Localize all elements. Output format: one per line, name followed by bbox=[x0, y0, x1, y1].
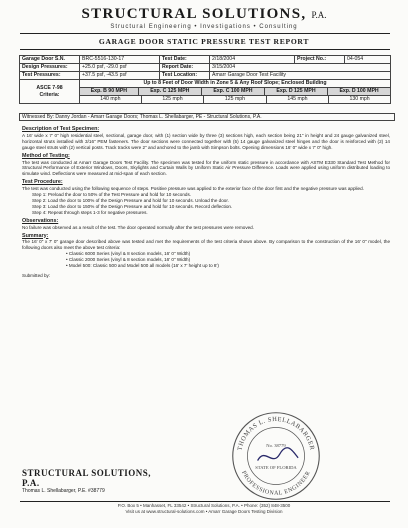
label-test-location: Test Location: bbox=[160, 72, 210, 80]
svg-text:No. 38779: No. 38779 bbox=[266, 442, 286, 448]
value-design-pressures: +25.0 psf, -29.0 psf bbox=[80, 64, 160, 72]
report-body bbox=[22, 124, 390, 279]
text-procedure: The test was conducted using the following sequence of steps. Positive pressure was applied to the exterior face of the door first and the negative pressure was applied. bbox=[22, 186, 364, 192]
speed-1: 140 mph bbox=[100, 96, 121, 103]
step-1: Step 1: Preload the door to 50% of the Test Pressure and hold for 10 seconds. bbox=[32, 192, 192, 198]
speed-4: 145 mph bbox=[266, 96, 328, 103]
letterhead bbox=[0, 6, 408, 30]
step-4: Step 4: Repeat through steps 1-3 for negative pressures. bbox=[32, 209, 148, 215]
speed-2: 125 mph bbox=[141, 96, 203, 103]
text-summary: The 16' 0" x 7' 0" garage door described above was tested and met the requirements of the test criteria shown above. By comparison to the construction of the 16' 0" model, the following doors also meet the above test criteria: bbox=[22, 239, 390, 251]
label-report-date: Report Date: bbox=[160, 64, 210, 72]
step-2: Step 2: Load the door to 100% of the Design Pressure and hold for 10 seconds. Unload the door. bbox=[32, 197, 229, 203]
signature-block bbox=[22, 458, 152, 494]
test-info-table bbox=[19, 55, 391, 104]
exposure-1: Exp. B 90 MPH bbox=[90, 88, 128, 95]
signature-company: STRUCTURAL SOLUTIONS, P.A. bbox=[22, 468, 152, 488]
exposure-3: Exp. C 100 MPH bbox=[201, 88, 264, 95]
heading-description: Description of Test Specimen: bbox=[22, 126, 100, 132]
svg-text:STATE OF FLORIDA: STATE OF FLORIDA bbox=[255, 464, 297, 470]
company-name: STRUCTURAL SOLUTIONS, P.A. bbox=[81, 6, 327, 22]
speed-5: 130 mph bbox=[329, 96, 390, 103]
signature-engineer: Thomas L. Shellabarger, P.E. #38779 bbox=[22, 488, 105, 494]
applicability-note: Up to 8 Feet of Door Width in Zone 5 & Any Roof Slope; Enclosed Building bbox=[80, 80, 391, 88]
label-design-pressures: Design Pressures: bbox=[20, 64, 80, 72]
exposure-2: Exp. C 125 MPH bbox=[138, 88, 201, 95]
company-taglines: Structural Engineering • Investigations • Consulting bbox=[110, 24, 298, 30]
label-test-pressures: Test Pressures: bbox=[20, 72, 80, 80]
witness-line: Witnessed By: Danny Jordan - Amarr Garage Doors; Thomas L. Shellabarger, PE - Structural Solutions, P.A. bbox=[19, 113, 395, 121]
heading-summary: Summary: bbox=[22, 232, 49, 239]
model-3: • Model 500: Classic 500 and Model 500 all models (16' x 7' height up to 8') bbox=[66, 263, 219, 269]
exposure-4: Exp. D 125 MPH bbox=[264, 88, 327, 95]
step-3: Step 3: Load the door to 150% of the Design Pressure and hold for 10 seconds. Record deflection. bbox=[32, 203, 233, 209]
footer bbox=[0, 503, 408, 515]
label-test-date: Test Date: bbox=[160, 56, 210, 64]
value-project-no: 04-054 bbox=[345, 56, 391, 64]
submitted-by: Submitted by: bbox=[22, 272, 51, 278]
heading-method: Method of Testing: bbox=[22, 152, 70, 159]
text-observations: No failure was observed as a result of the test. The door operated normally after the test pressures were removed. bbox=[22, 224, 255, 230]
exposure-5: Exp. D 100 MPH bbox=[328, 88, 390, 95]
value-test-pressures: +37.5 psf, -43.5 psf bbox=[80, 72, 160, 80]
label-asce-criteria: ASCE 7-98 Criteria: bbox=[20, 80, 80, 104]
header-rule bbox=[20, 33, 390, 34]
value-report-date: 3/15/2004 bbox=[210, 64, 391, 72]
signature-scrawl bbox=[258, 448, 298, 461]
footer-line-2: Visit us at www.structural-solutions.com • Amarr Garage Doors Testing Division bbox=[125, 509, 283, 514]
footer-line-1: P.O. Box 5 • Manhasset, FL 33542 • Structural Solutions, P.A. • Phone: (352) 848-3500 bbox=[117, 503, 291, 508]
text-description: A 16' wide x 7' 0" high residential steel, sectional, garage door, with (1) section wide by three (3) sections high, each section being 21" in height and 24 gauge galvanized steel, horizontal struts installed with 3/16" PEM fasteners. The door sections were connected together with (5) 14 gauge galvanized steel hinges and the door is reinforced with (2) 14 gauge steel struts with (2) vertical posts. Track tracks were 2" and anchored to the jamb with Simpson bolts. Opening dimensions 16' 0" wide x 7' 0" high. bbox=[22, 132, 390, 150]
svg-text:PROFESSIONAL ENGINEER: PROFESSIONAL ENGINEER bbox=[240, 470, 312, 497]
footer-rule bbox=[20, 501, 390, 502]
report-title: GARAGE DOOR STATIC PRESSURE TEST REPORT bbox=[98, 37, 310, 46]
value-test-location: Amarr Garage Door Test Facility bbox=[210, 72, 391, 80]
svg-text:THOMAS L. SHELLABARGER: THOMAS L. SHELLABARGER bbox=[236, 415, 316, 452]
label-project-no: Project No.: bbox=[295, 56, 345, 64]
value-serial: BRC-5516-130-17 bbox=[80, 56, 160, 64]
label-serial: Garage Door S.N. bbox=[20, 56, 80, 64]
value-test-date: 2/18/2004 bbox=[210, 56, 295, 64]
heading-procedure: Test Procedure: bbox=[22, 179, 63, 186]
model-2: • Classic 2000 Series (vinyl & 8 section models, 16' 0" Width) bbox=[66, 257, 191, 263]
title-rule bbox=[20, 49, 390, 50]
engineer-seal bbox=[230, 410, 322, 502]
heading-observations: Observations: bbox=[22, 217, 59, 224]
text-method: The test was conducted at Amarr Garage Doors Test Facility. The specimen was tested for the uniform static pressure in accordance with ASTM E330 Standard Test Method for Structural Performance of Exterior Windows, Doors, Skylights and Curtain Walls by Uniform Static Air Pressure Difference. Loads were applied using uniform distributed loading to simulate wind. Deflections were measured at mid-span of each section. bbox=[22, 159, 390, 177]
speed-3: 125 mph bbox=[204, 96, 266, 103]
model-1: • Classic 6000 Series (vinyl & 8 section models, 16' 0" Width) bbox=[66, 251, 191, 257]
